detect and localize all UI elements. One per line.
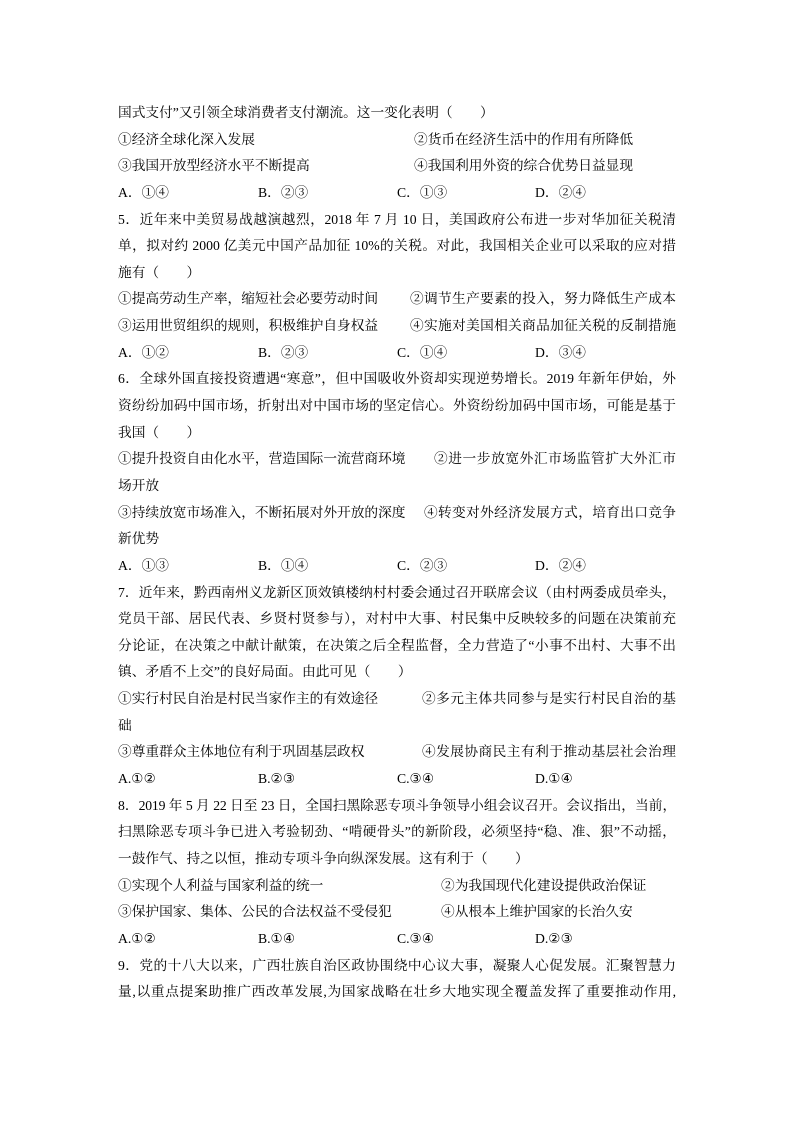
option-continuation: 新优势 — [118, 531, 160, 547]
option-item: ②为我国现代化建设提供政治保证 — [441, 877, 647, 893]
option-item: ①提升投资自由化水平，营造国际一流营商环境 — [118, 451, 406, 467]
option-item: ③持续放宽市场准入，不断拓展对外开放的深度 — [118, 504, 406, 520]
question-4 — [118, 100, 676, 207]
choice-row — [118, 340, 676, 367]
choice-row — [118, 553, 676, 580]
choice-b: B.②③ — [258, 771, 296, 787]
question-stem-line: 镇、矛盾不上交”的良好局面。由此可见（ ） — [118, 664, 412, 680]
question-stem-line: 分论证，在决策之中献计献策，在决策之后全程监督，全力营造了“小事不出村、大事不出 — [118, 637, 676, 653]
question-stem-line: 我国（ ） — [118, 424, 201, 440]
question-stem-line: 扫黑除恶专项斗争已进入考验韧劲、“啃硬骨头”的新阶段，必须坚持“稳、准、狠”不动摇， — [118, 824, 676, 840]
choice-b: B．①④ — [258, 557, 309, 573]
option-row — [118, 153, 676, 180]
question-8 — [118, 793, 676, 953]
option-row — [118, 313, 676, 340]
option-item: ①实现个人利益与国家利益的统一 — [118, 877, 324, 893]
option-row — [118, 686, 676, 713]
question-stem-line: 9．党的十八大以来，广西壮族自治区政协围绕中心议大事，凝聚人心促发展。汇聚智慧力 — [118, 957, 676, 973]
choice-c: C．①④ — [397, 344, 448, 360]
choice-d: D.①④ — [535, 771, 573, 787]
option-item: ②调节生产要素的投入，努力降低生产成本 — [410, 291, 676, 307]
page-content — [118, 100, 676, 1006]
option-row — [118, 446, 676, 473]
choice-row — [118, 766, 676, 793]
question-stem-line: 8．2019 年 5 月 22 日至 23 日，全国扫黑除恶专项斗争领导小组会议召开。会议指出，当前， — [118, 797, 676, 813]
question-9 — [118, 953, 676, 1006]
option-item: ①提高劳动生产率，缩短社会必要劳动时间 — [118, 291, 379, 307]
option-row — [118, 286, 676, 313]
choice-d: D．②④ — [535, 184, 586, 200]
choice-c: C.③④ — [397, 930, 435, 946]
option-item: ④我国利用外资的综合优势日益显现 — [414, 158, 634, 174]
choice-d: D．②④ — [535, 557, 586, 573]
option-item: ④转变对外经济发展方式，培育出口竞争 — [424, 504, 676, 520]
question-7 — [118, 580, 676, 793]
option-item: ②多元主体共同参与是实行村民自治的基 — [422, 691, 676, 707]
option-row — [118, 127, 676, 154]
question-stem-line: 量,以重点提案助推广西改革发展,为国家战略在壮乡大地实现全覆盖发挥了重要推动作用, — [118, 984, 676, 1000]
choice-row — [118, 180, 676, 207]
option-continuation: 场开放 — [118, 477, 160, 493]
choice-b: B.①④ — [258, 930, 296, 946]
question-stem-line: 党员干部、居民代表、乡贤村贤参与），对村中大事、村民集中反映较多的问题在决策前充 — [118, 611, 676, 627]
choice-a: A．①② — [118, 344, 169, 360]
choice-b: B．②③ — [258, 344, 309, 360]
option-row — [118, 500, 676, 527]
choice-c: C.③④ — [397, 771, 435, 787]
option-item: ④从根本上维护国家的长治久安 — [441, 904, 633, 920]
option-row — [118, 873, 676, 900]
option-row — [118, 739, 676, 766]
option-item: ③保护国家、集体、公民的合法权益不受侵犯 — [118, 904, 392, 920]
question-stem-line: 5．近年来中美贸易战越演越烈，2018 年 7 月 10 日，美国政府公布进一步对华加征关税清 — [118, 211, 676, 227]
question-5 — [118, 207, 676, 367]
question-stem-line: 单，拟对约 2000 亿美元中国产品加征 10%的关税。对此，我国相关企业可以采取的应对措 — [118, 238, 676, 254]
question-stem-line: 施有（ ） — [118, 264, 201, 280]
choice-row — [118, 926, 676, 953]
choice-b: B．②③ — [258, 184, 309, 200]
choice-c: C．①③ — [397, 184, 448, 200]
question-stem-line: 一鼓作气、持之以恒，推动专项斗争向纵深发展。这有利于（ ） — [118, 850, 529, 866]
question-stem-line: 资纷纷加码中国市场，折射出对中国市场的坚定信心。外资纷纷加码中国市场，可能是基于 — [118, 398, 676, 414]
option-item: ③运用世贸组织的规则，积极维护自身权益 — [118, 318, 379, 334]
choice-d: D.②③ — [535, 930, 573, 946]
option-item: ②进一步放宽外汇市场监管扩大外汇市 — [434, 451, 676, 467]
option-item: ①实行村民自治是村民当家作主的有效途径 — [118, 691, 379, 707]
option-item: ②货币在经济生活中的作用有所降低 — [414, 131, 634, 147]
choice-a: A.①② — [118, 930, 156, 946]
choice-d: D．③④ — [535, 344, 586, 360]
option-continuation: 础 — [118, 717, 132, 733]
option-row — [118, 899, 676, 926]
question-6 — [118, 366, 676, 579]
option-item: ③尊重群众主体地位有利于巩固基层政权 — [118, 744, 365, 760]
option-item: ①经济全球化深入发展 — [118, 131, 255, 147]
option-item: ④发展协商民主有利于推动基层社会治理 — [422, 744, 676, 760]
option-item: ④实施对美国相关商品加征关税的反制措施 — [410, 318, 676, 334]
option-item: ③我国开放型经济水平不断提高 — [118, 158, 310, 174]
choice-c: C．②③ — [397, 557, 448, 573]
choice-a: A.①② — [118, 771, 156, 787]
choice-a: A．①④ — [118, 184, 169, 200]
question-stem-line: 7．近年来，黔西南州义龙新区顶效镇楼纳村村委会通过召开联席会议（由村两委成员牵头， — [118, 584, 676, 600]
choice-a: A．①③ — [118, 557, 169, 573]
question-stem-line: 6．全球外国直接投资遭遇“寒意”，但中国吸收外资却实现逆势增长。2019 年新年伊始，外 — [118, 371, 676, 387]
question-stem-line: 国式支付”又引领全球消费者支付潮流。这一变化表明（ ） — [118, 105, 494, 120]
